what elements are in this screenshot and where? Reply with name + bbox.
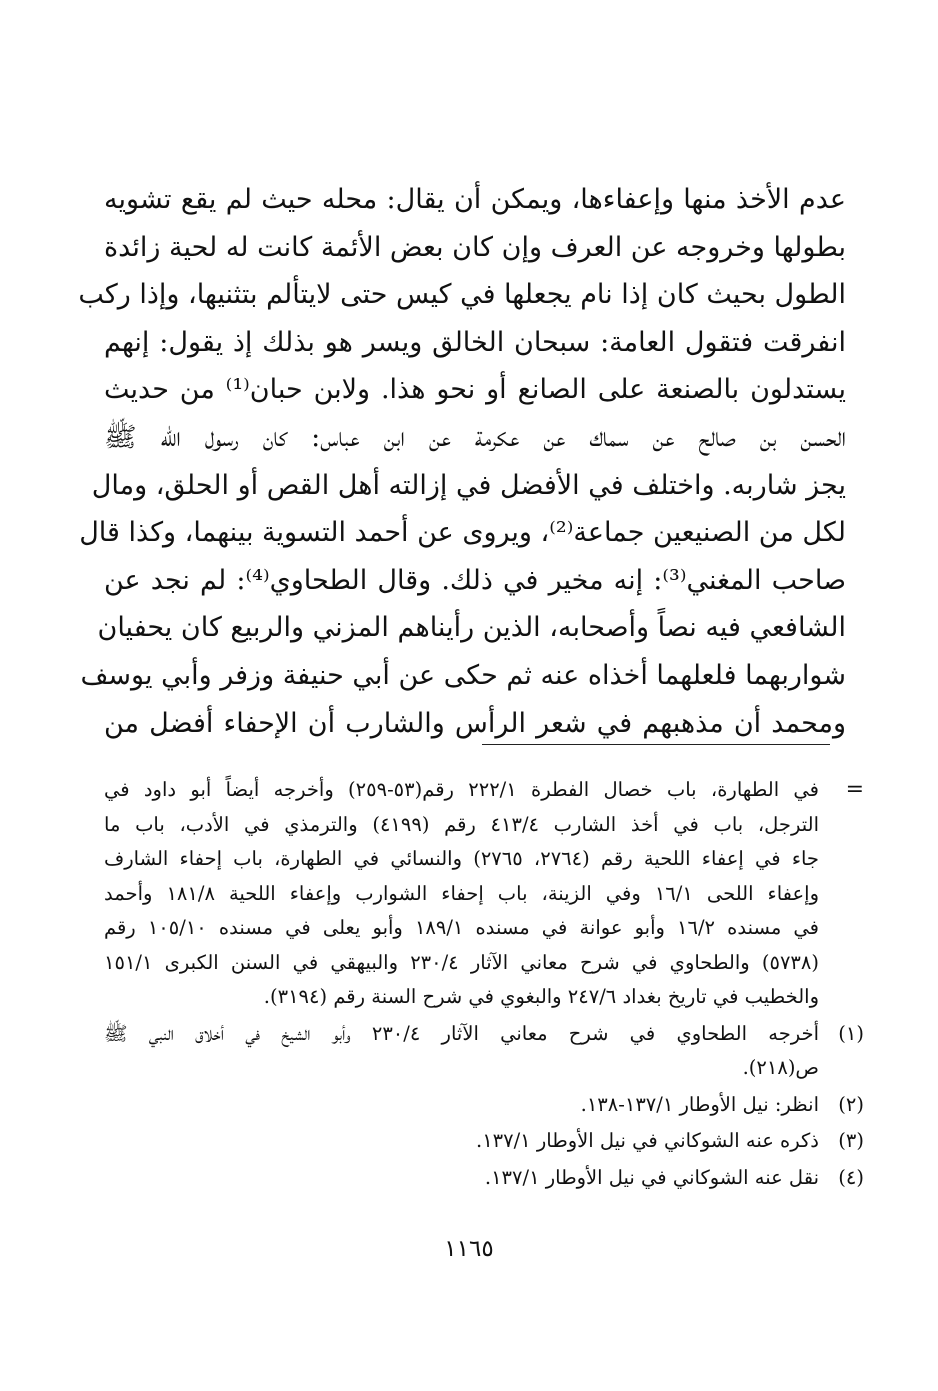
main-text-line: شواربهما فلعلهما أخذاه عنه ثم حكى عن أبي حنيفة وزفر وأبي يوسف — [80, 659, 846, 691]
footnote-line: (٥٧٣٨) والطحاوي في شرح معاني الآثار ٢٣٠/٤ والبيهقي في السنن الكبرى ١٥١/١ — [104, 950, 819, 974]
footnotes-block — [104, 773, 864, 1195]
footnote-number: (١) — [838, 1021, 864, 1045]
footnote-item — [104, 1088, 864, 1123]
main-text-line: الطول بحيث كان إذا نام يجعلها في كيس حتى لايتألم بتثنيها، وإذا ركب — [78, 279, 846, 311]
footnote-line: وإعفاء اللحى ١٦/١ وفي الزينة، باب إحفاء الشوارب وإعفاء اللحية ١٨١/٨ وأحمد — [104, 881, 819, 905]
footnote-number: (٢) — [838, 1092, 864, 1116]
main-text-line: الحسن بن صالح عن سماك عن عكرمة عن ابن عباس: كان رسول الله ﷺ — [104, 421, 846, 453]
main-text-line: بطولها وخروجه عن العرف وإن كان بعض الأئمة كانت له لحية زائدة — [104, 231, 846, 263]
main-text-line: لكل من الصنيعين جماعة⁽²⁾، ويروى عن أحمد التسوية بينهما، وكذا قال — [79, 517, 846, 549]
footnote-line: أخرجه الطحاوي في شرح معاني الآثار ٢٣٠/٤ وأبو الشيخ في أخلاق النبي ﷺ — [104, 1021, 819, 1045]
footnote-item — [104, 1124, 864, 1159]
footnote-line: في الطهارة، باب خصال الفطرة ٢٢٢/١ رقم(٥٣-٢٥٩) وأخرجه أيضاً أبو داود في — [104, 778, 819, 801]
footnote-continuation — [104, 773, 864, 1015]
main-text-line: عدم الأخذ منها وإعفاءها، ويمكن أن يقال: محله حيث لم يقع تشويه — [104, 184, 846, 215]
page-number: ١١٦٥ — [444, 1236, 494, 1262]
footnote-number: (٤) — [838, 1165, 864, 1189]
main-text-line: ومحمد أن مذهبهم في شعر الرأس والشارب أن الإحفاء أفضل من — [104, 707, 846, 739]
main-text-line: يجز شاربه. واختلف في الأفضل في إزالته أهل القص أو الحلق، ومال — [91, 469, 846, 501]
footnote-line: جاء في إعفاء اللحية رقم (٢٧٦٤، ٢٧٦٥) والنسائي في الطهارة، باب إحفاء الشارف — [104, 847, 819, 870]
main-text-line: الشافعي فيه نصاً وأصحابه، الذين رأيناهم المزني والربيع كان يحفيان — [97, 612, 846, 644]
footnote-item — [104, 1017, 864, 1086]
footnote-line: انظر: نيل الأوطار ١٣٧/١-١٣٨. — [580, 1092, 819, 1116]
main-text-line: صاحب المغني⁽³⁾: إنه مخير في ذلك. وقال الطحاوي⁽⁴⁾: لم نجد عن — [104, 564, 846, 596]
footnote-line: ص(٢١٨). — [742, 1056, 819, 1079]
main-text-line: انفرقت فتقول العامة: سبحان الخالق ويسر هو بذلك إذ يقول: إنهم — [104, 326, 846, 358]
footnote-line: والخطيب في تاريخ بغداد ٢٤٧/٦ والبغوي في شرح السنة رقم (٣١٩٤). — [263, 985, 819, 1008]
footnote-line: ذكره عنه الشوكاني في نيل الأوطار ١٣٧/١. — [475, 1129, 819, 1152]
footnote-line: الترجل، باب في أخذ الشارب ٤١٣/٤ رقم (٤١٩٩) والترمذي في الأدب، باب ما — [104, 812, 819, 836]
main-text-block — [78, 176, 846, 747]
footnote-line: في مسنده ١٦/٢ وأبو عوانة في مسنده ١٨٩/١ وأبو يعلى في مسنده ١٠٥/١٠ رقم — [104, 916, 819, 939]
continuation-marker: = — [845, 777, 864, 802]
main-text-line: يستدلون بالصنعة على الصانع أو نحو هذا. ولابن حبان⁽¹⁾ من حديث — [104, 374, 846, 406]
footnote-separator — [482, 744, 830, 745]
footnote-item — [104, 1161, 864, 1196]
footnote-line: نقل عنه الشوكاني في نيل الأوطار ١٣٧/١. — [484, 1165, 819, 1189]
footnote-number: (٣) — [838, 1129, 864, 1152]
